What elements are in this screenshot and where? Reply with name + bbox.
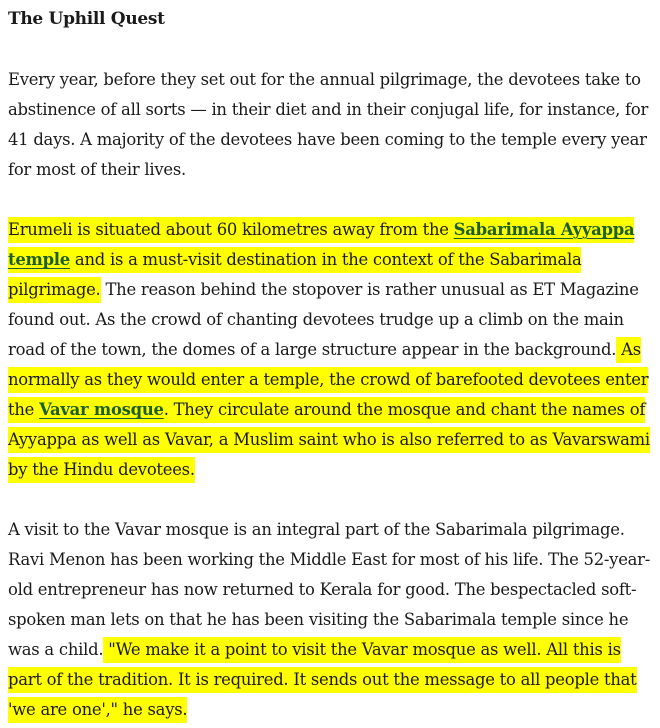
highlight-text: As normally as they would enter a temple, the crowd of barefooted devotees enter the — [8, 340, 649, 419]
paragraph-erumeli — [8, 215, 658, 485]
highlight-text: and is a must-visit destination in the context of the Sabarimala pilgrimage. — [8, 250, 582, 299]
highlight-quote-text: "We make it a point to visit the Vavar mosque as well. All this is part of the tradition. It is required. It sends out the message to all people that 'we are one'," he says. — [8, 637, 637, 723]
highlight-text: Erumeli is situated about 60 kilometres away from the — [8, 220, 454, 239]
paragraph-text: The reason behind the stopover is rather unusual as ET Magazine found out. As the crowd of chanting devotees trudge up a climb on the main road of the town, the domes of a large structure appear in the background. — [8, 280, 639, 359]
sabarimala-temple-link[interactable]: Sabarimala Ayyappa temple — [8, 220, 635, 269]
paragraph-text: A visit to the Vavar mosque is an integral part of the Sabarimala pilgrimage. Ravi Menon has been working the Middle East for most of his life. The 52-year-old entrepreneur has now returned to Kerala for good. The bespectacled soft-spoken man lets on that he has been visiting the Sabarimala temple since he was a child. — [8, 520, 651, 659]
section-heading: The Uphill Quest — [8, 9, 165, 29]
paragraph-intro — [8, 65, 658, 185]
vavar-mosque-link[interactable]: Vavar mosque — [39, 400, 164, 419]
highlight-text: . They circulate around the mosque and chant the names of Ayyappa as well as Vavar, a Muslim saint who is also referred to as Vavarswami by the Hindu devotees. — [8, 400, 650, 479]
paragraph-ravi-menon — [8, 515, 658, 725]
paragraph-intro-text: Every year, before they set out for the annual pilgrimage, the devotees take to abstinence of all sorts — in their diet and in their conjugal life, for instance, for 41 days. A majority of the devotees have been coming to the temple every year for most of their lives. — [8, 70, 649, 179]
